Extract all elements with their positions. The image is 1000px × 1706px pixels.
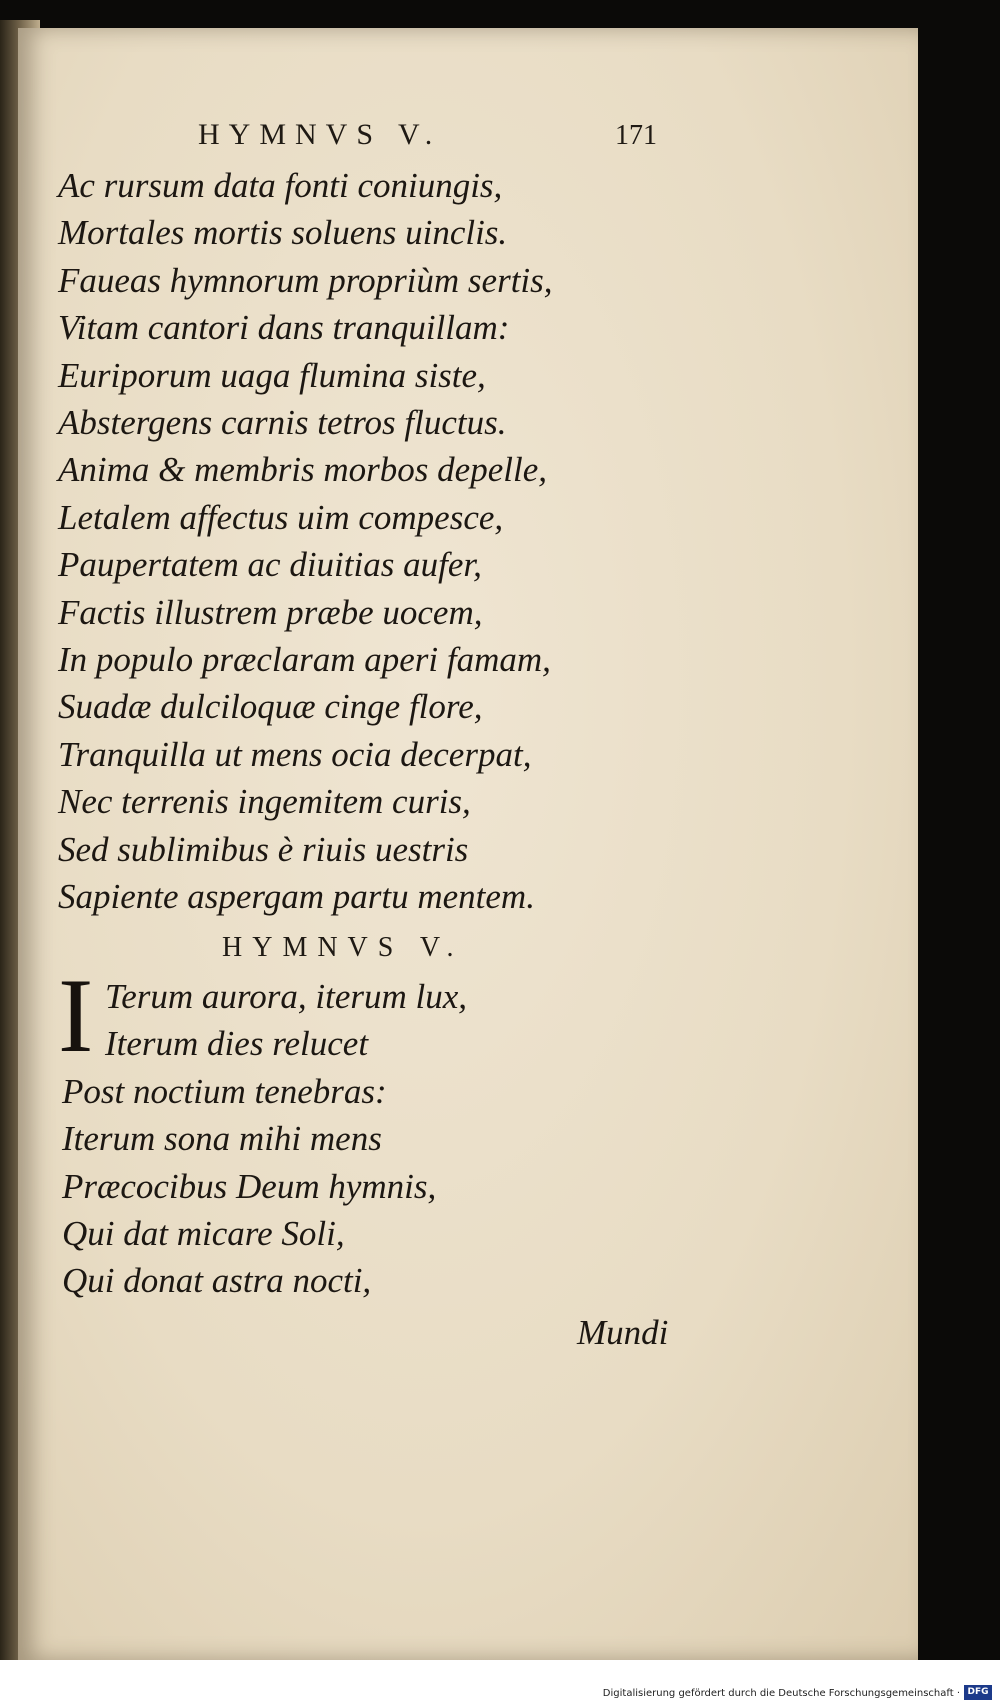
verse-line: Faueas hymnorum propriùm sertis,	[58, 260, 553, 300]
section-heading: HYMNVS V.	[222, 932, 464, 963]
verse-line: Paupertatem ac diuitias aufer,	[58, 545, 482, 585]
verse-line: Iterum sona mihi mens	[62, 1119, 382, 1159]
verse-block-2	[62, 973, 467, 1305]
verse-line: Iterum dies relucet	[105, 1024, 369, 1064]
verse-line: In populo præclaram aperi famam,	[58, 640, 551, 680]
dfg-logo: DFG	[964, 1685, 992, 1700]
verse-line: Sed sublimibus è riuis uestris	[58, 829, 469, 869]
verse-line: Tranquilla ut mens ocia decerpat,	[58, 734, 532, 774]
verse-line: Suadæ dulciloquæ cinge flore,	[58, 687, 483, 727]
drop-cap: I	[58, 957, 94, 1074]
verse-line: Letalem affectus uim compesce,	[58, 497, 504, 537]
catchword: Mundi	[577, 1313, 669, 1352]
verse-line: Nec terrenis ingemitem curis,	[58, 782, 471, 822]
footer-band	[0, 1660, 1000, 1706]
verse-line: Qui donat astra nocti,	[62, 1261, 372, 1301]
verse-line: Abstergens carnis tetros fluctus.	[58, 403, 507, 443]
page-number: 171	[615, 120, 657, 151]
digitization-credit: Digitalisierung gefördert durch die Deutsche Forschungsgemeinschaft ·	[602, 1688, 960, 1699]
verse-block-1	[58, 162, 553, 921]
verse-line: Anima & membris morbos depelle,	[58, 450, 547, 490]
verse-line: Vitam cantori dans tranquillam:	[58, 308, 510, 348]
verse-line: Factis illustrem præbe uocem,	[58, 592, 483, 632]
verse-line: Sapiente aspergam partu mentem.	[58, 877, 535, 917]
verse-line: Mortales mortis soluens uinclis.	[58, 213, 508, 253]
verse-line: Euriporum uaga flumina siste,	[58, 355, 486, 395]
running-head: HYMNVS V.	[198, 118, 442, 151]
verse-line: Terum aurora, iterum lux,	[105, 977, 468, 1016]
verse-line: Qui dat micare Soli,	[62, 1214, 345, 1254]
verse-line: Post noctium tenebras:	[62, 1071, 387, 1111]
verse-line: Præcocibus Deum hymnis,	[62, 1166, 437, 1206]
verse-line: Ac rursum data fonti coniungis,	[58, 166, 503, 205]
